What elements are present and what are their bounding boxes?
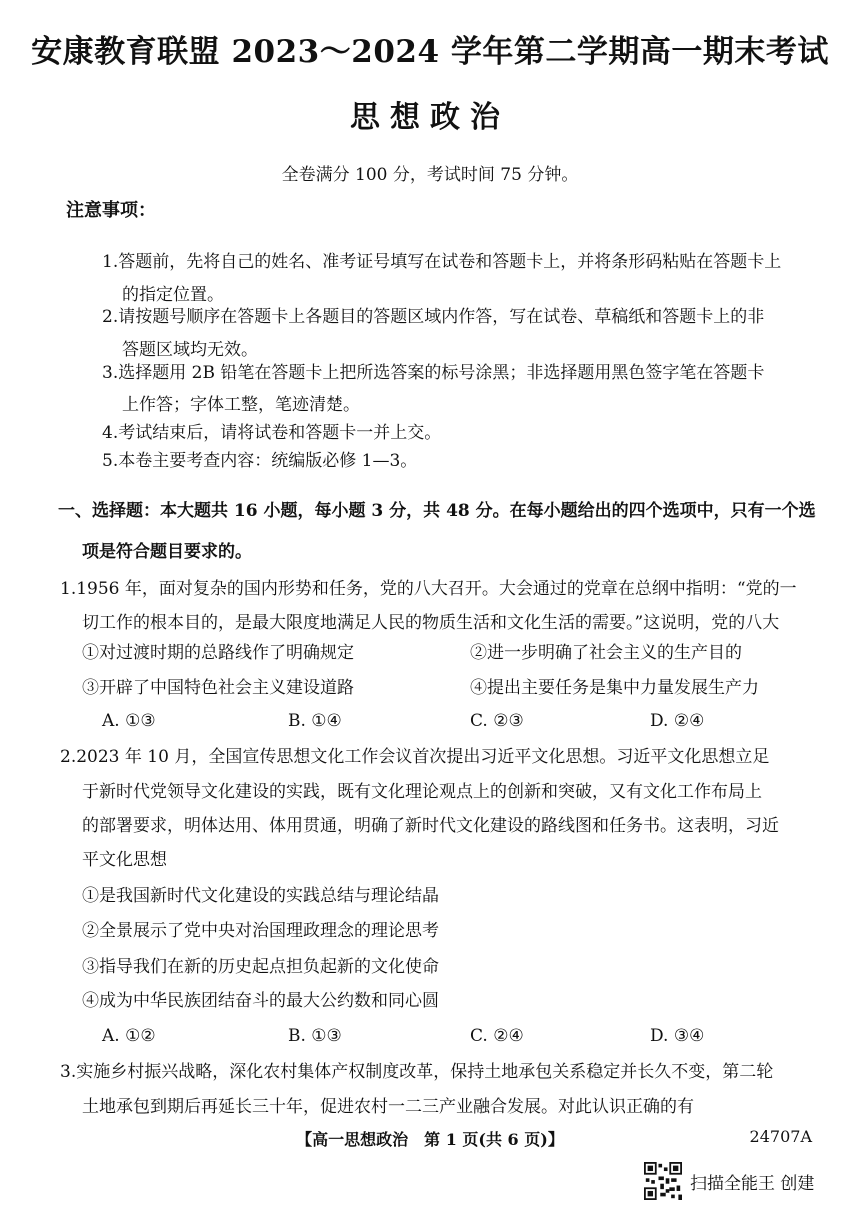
notice-line: 5.本卷主要考查内容：统编版必修 1—3。 xyxy=(102,451,418,471)
page-number-label: 【高一思想政治 第 1 页(共 6 页)】 xyxy=(296,1130,564,1149)
scanner-watermark xyxy=(644,1163,814,1199)
exam-title: 安康教育联盟 2023～2024 学年第二学期高一期末考试 xyxy=(31,34,829,70)
exam-subject: 思想政治 xyxy=(350,100,510,135)
notice-line: 3.选择题用 2B 铅笔在答题卡上把所选答案的标号涂黑；非选择题用黑色签字笔在答题卡 xyxy=(102,363,765,383)
q2-option-1: ①是我国新时代文化建设的实践总结与理论结晶 xyxy=(82,886,439,906)
q1-choice-c: C. ②③ xyxy=(470,711,524,731)
q2-choice-d: D. ③④ xyxy=(650,1026,705,1046)
q1-option-3: ③开辟了中国特色社会主义建设道路 xyxy=(82,678,354,698)
q1-option-4: ④提出主要任务是集中力量发展生产力 xyxy=(470,678,759,698)
section-heading-cont: 项是符合题目要求的。 xyxy=(82,542,252,562)
q2-stem: 于新时代党领导文化建设的实践，既有文化理论观点上的创新和突破，又有文化工作布局上 xyxy=(82,782,762,802)
q2-choice-b: B. ①③ xyxy=(288,1026,342,1046)
notice-line: 4.考试结束后，请将试卷和答题卡一并上交。 xyxy=(102,423,442,443)
notice-line: 的指定位置。 xyxy=(122,285,224,305)
notice-line: 上作答；字体工整，笔迹清楚。 xyxy=(122,395,360,415)
q2-stem: 的部署要求，明体达用、体用贯通，明确了新时代文化建设的路线图和任务书。这表明，习近 xyxy=(82,816,779,836)
q2-option-4: ④成为中华民族团结奋斗的最大公约数和同心圆 xyxy=(82,991,439,1011)
notice-line: 答题区域均无效。 xyxy=(122,340,258,360)
q1-choice-d: D. ②④ xyxy=(650,711,705,731)
notice-line: 1.答题前，先将自己的姓名、准考证号填写在试卷和答题卡上，并将条形码粘贴在答题卡上 xyxy=(102,252,782,272)
q2-choice-a: A. ①② xyxy=(102,1026,156,1046)
q1-option-1: ①对过渡时期的总路线作了明确规定 xyxy=(82,643,354,663)
q1-stem: 1.1956 年，面对复杂的国内形势和任务，党的八大召开。大会通过的党章在总纲中指明：“党的一 xyxy=(60,579,797,599)
q1-choice-a: A. ①③ xyxy=(102,711,156,731)
watermark-text: 扫描全能王 创建 xyxy=(690,1173,815,1194)
score-note: 全卷满分 100 分，考试时间 75 分钟。 xyxy=(281,165,579,185)
q2-choice-c: C. ②④ xyxy=(470,1026,524,1046)
q2-stem: 2.2023 年 10 月，全国宣传思想文化工作会议首次提出习近平文化思想。习近平文化思想立足 xyxy=(60,747,770,767)
exam-code: 24707A xyxy=(749,1127,812,1146)
q2-option-2: ②全景展示了党中央对治国理政理念的理论思考 xyxy=(82,921,439,941)
notice-heading: 注意事项： xyxy=(66,200,156,221)
q3-stem: 3.实施乡村振兴战略，深化农村集体产权制度改革，保持土地承包关系稳定并长久不变，第二轮 xyxy=(60,1062,774,1082)
q1-choice-b: B. ①④ xyxy=(288,711,342,731)
q3-stem: 土地承包到期后再延长三十年，促进农村一二三产业融合发展。对此认识正确的有 xyxy=(82,1097,694,1117)
q1-option-2: ②进一步明确了社会主义的生产目的 xyxy=(470,643,742,663)
q2-stem: 平文化思想 xyxy=(82,850,167,870)
q2-option-3: ③指导我们在新的历史起点担负起新的文化使命 xyxy=(82,957,439,977)
notice-line: 2.请按题号顺序在答题卡上各题目的答题区域内作答，写在试卷、草稿纸和答题卡上的非 xyxy=(102,307,765,327)
qr-code-icon xyxy=(644,1162,682,1200)
q1-stem: 切工作的根本目的，是最大限度地满足人民的物质生活和文化生活的需要。”这说明，党的八大 xyxy=(82,613,780,633)
section-heading: 一、选择题：本大题共 16 小题，每小题 3 分，共 48 分。在每小题给出的四个选项中，只有一个选 xyxy=(58,501,816,521)
